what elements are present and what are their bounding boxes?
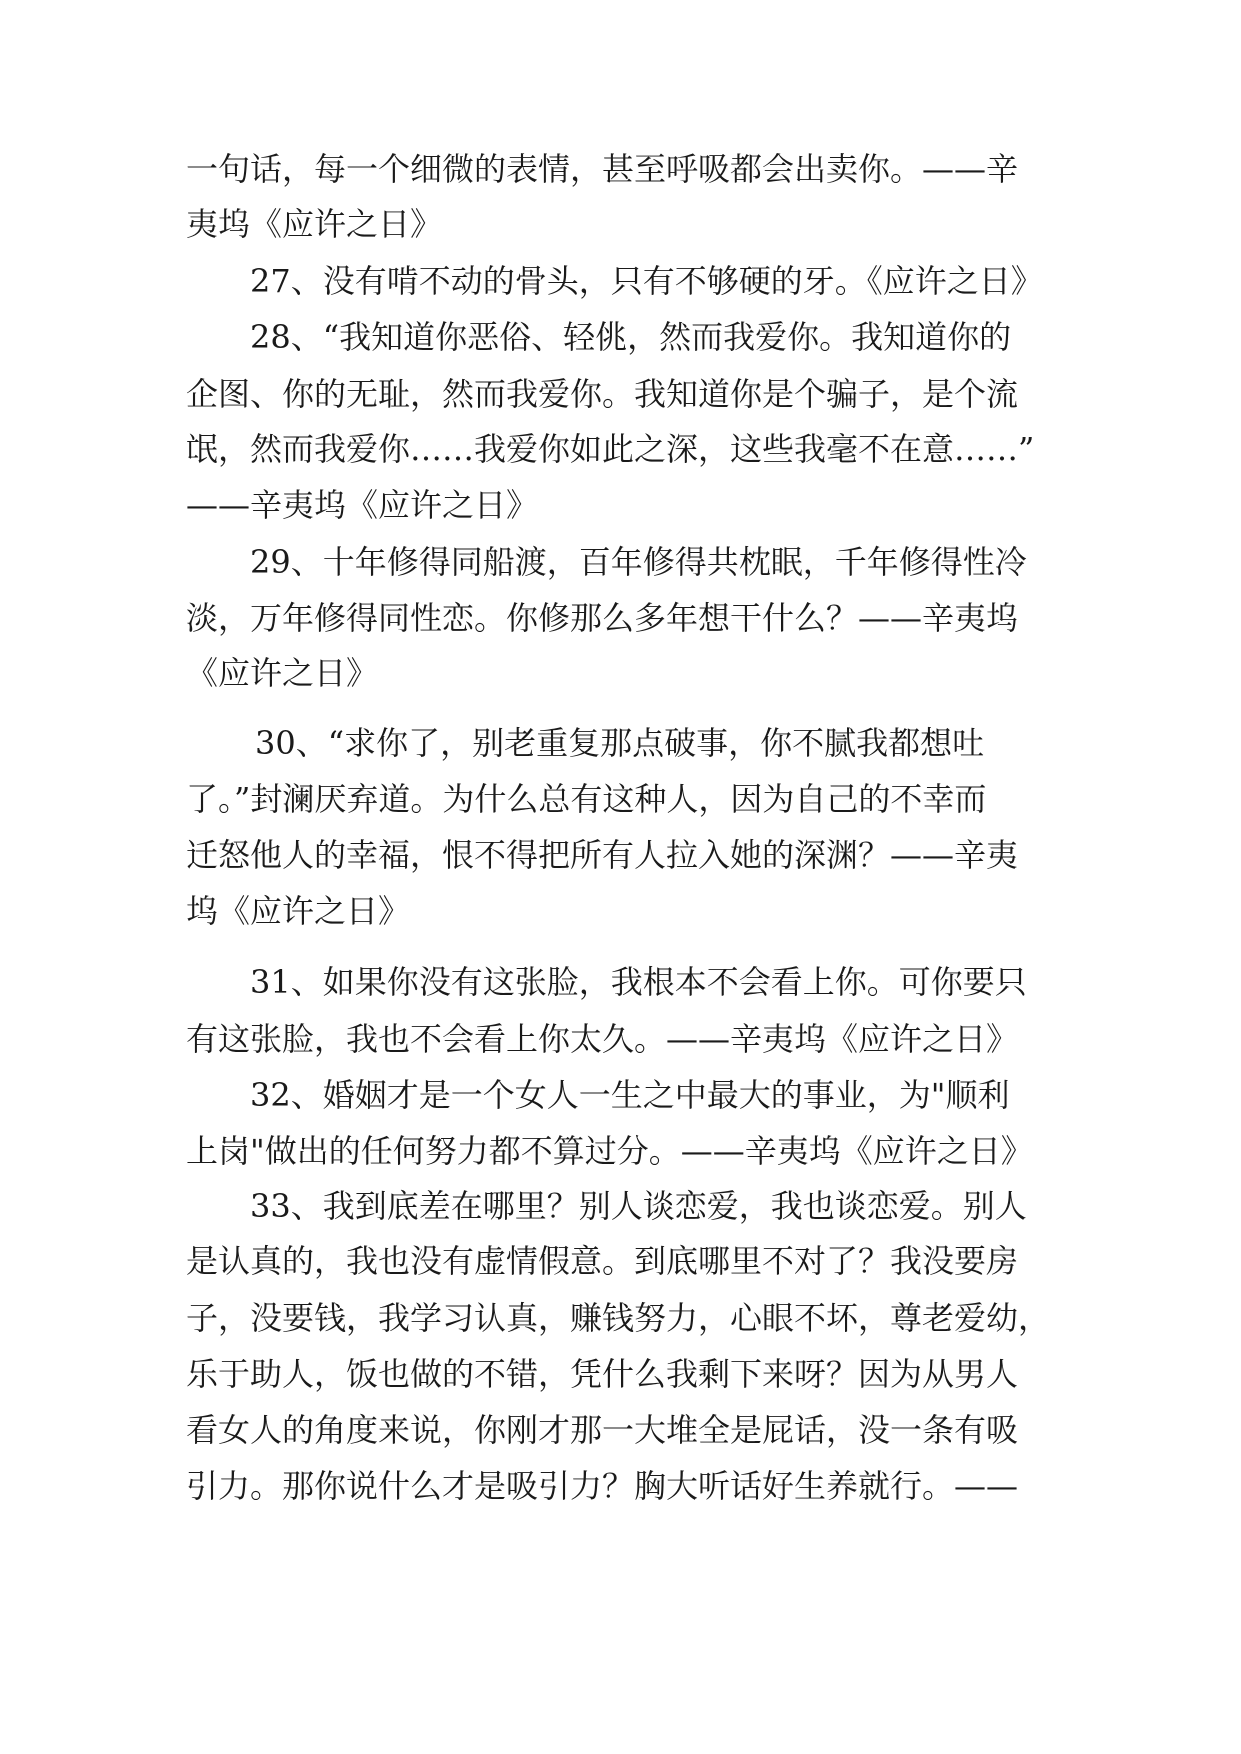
text-line: 有这张脸，我也不会看上你太久。——辛夷坞《应许之日》 [186, 1020, 1019, 1058]
text-line: 迁怒他人的幸福，恨不得把所有人拉入她的深渊？——辛夷 [186, 836, 1019, 874]
text-line: 一句话，每一个细微的表情，甚至呼吸都会出卖你。——辛 [186, 150, 1019, 188]
text-line: 企图、你的无耻，然而我爱你。我知道你是个骗子，是个流 [186, 375, 1019, 413]
text-line: 乐于助人，饭也做的不错，凭什么我剩下来呀？因为从男人 [186, 1355, 1019, 1393]
text-line: 上岗"做出的任何努力都不算过分。——辛夷坞《应许之日》 [186, 1132, 1033, 1170]
text-line: 氓，然而我爱你……我爱你如此之深，这些我毫不在意……” [186, 430, 1035, 468]
text-line: 了。”封澜厌弃道。为什么总有这种人，因为自己的不幸而 [186, 780, 987, 818]
text-line: 27、没有啃不动的骨头，只有不够硬的牙。《应许之日》 [250, 262, 1043, 300]
text-line: 坞《应许之日》 [186, 892, 411, 930]
text-line: 31、如果你没有这张脸，我根本不会看上你。可你要只 [250, 963, 1027, 1001]
text-line: 看女人的角度来说，你刚才那一大堆全是屁话，没一条有吸 [186, 1411, 1019, 1449]
text-line: 《应许之日》 [186, 654, 379, 692]
text-line: 子，没要钱，我学习认真，赚钱努力，心眼不坏，尊老爱幼， [186, 1299, 1051, 1337]
text-line: 32、婚姻才是一个女人一生之中最大的事业，为"顺利 [250, 1076, 1010, 1114]
text-line: 33、我到底差在哪里？别人谈恋爱，我也谈恋爱。别人 [250, 1187, 1027, 1225]
text-line: ——辛夷坞《应许之日》 [186, 486, 539, 524]
text-line: 引力。那你说什么才是吸引力？胸大听话好生养就行。—— [186, 1467, 1019, 1505]
text-line: 29、十年修得同船渡，百年修得共枕眠，千年修得性冷 [250, 543, 1027, 581]
text-line: 夷坞《应许之日》 [186, 205, 443, 243]
text-line: 28、“我知道你恶俗、轻佻，然而我爱你。我知道你的 [250, 318, 1012, 356]
text-line: 是认真的，我也没有虚情假意。到底哪里不对了？我没要房 [186, 1242, 1019, 1280]
text-line: 30、“求你了，别老重复那点破事，你不腻我都想吐 [255, 724, 985, 762]
text-line: 淡，万年修得同性恋。你修那么多年想干什么？——辛夷坞 [186, 599, 1019, 637]
